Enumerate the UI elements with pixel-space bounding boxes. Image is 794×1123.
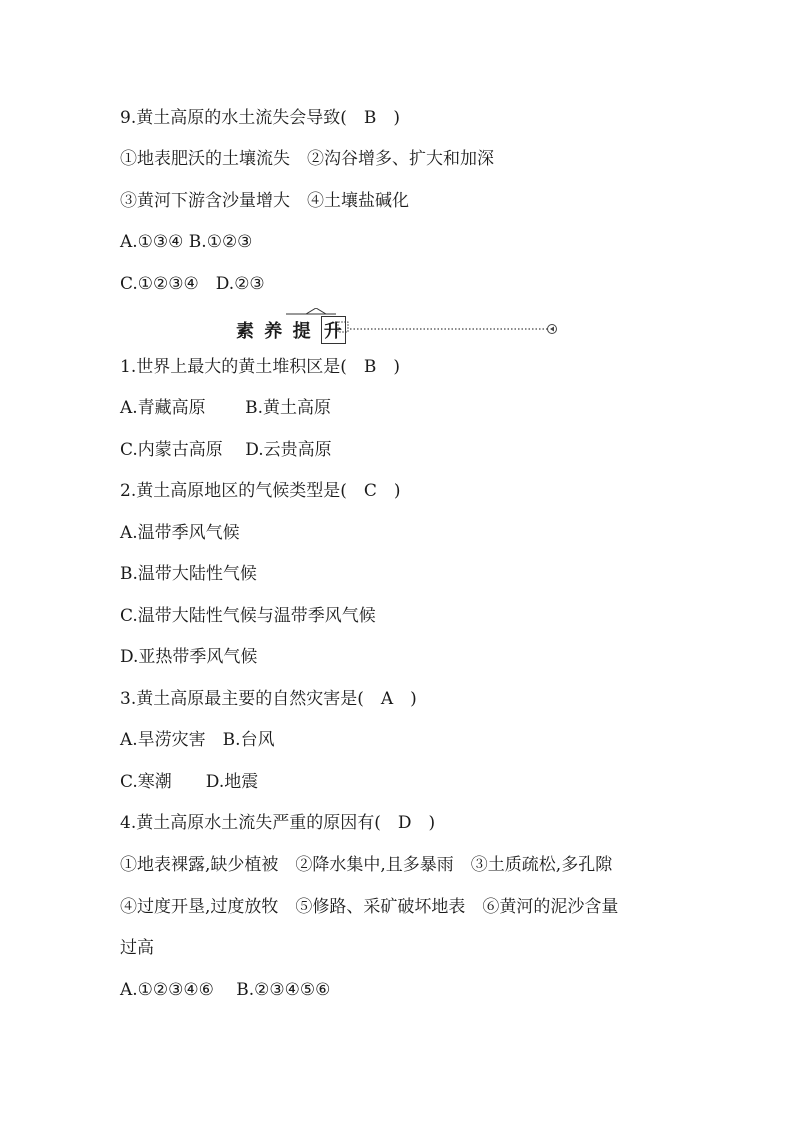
section-title bbox=[236, 316, 348, 344]
question-4-statements-1: ①地表裸露,缺少植被 ②降水集中,且多暴雨 ③土质疏松,多孔隙 bbox=[120, 855, 613, 875]
question-1-options-cd: C.内蒙古高原 D.云贵高原 bbox=[120, 440, 332, 460]
question-4-statements-3: 过高 bbox=[120, 938, 154, 958]
section-title-char: 养 bbox=[264, 321, 284, 342]
question-1: 1.世界上最大的黄土堆积区是( B ) bbox=[120, 357, 400, 377]
question-1-options-ab: A.青藏高原 B.黄土高原 bbox=[120, 398, 331, 418]
section-banner bbox=[236, 308, 566, 344]
question-2-option-a: A.温带季风气候 bbox=[120, 523, 240, 543]
question-3-options-ab: A.旱涝灾害 B.台风 bbox=[120, 730, 275, 750]
question-9-options-ab: A.①③④ B.①②③ bbox=[120, 232, 253, 252]
section-title-char: 提 bbox=[292, 321, 312, 342]
question-9-statements-2: ③黄河下游含沙量增大 ④土壤盐碱化 bbox=[120, 191, 409, 211]
question-9-statements-1: ①地表肥沃的土壤流失 ②沟谷增多、扩大和加深 bbox=[120, 149, 494, 169]
question-4: 4.黄土高原水土流失严重的原因有( D ) bbox=[120, 813, 436, 833]
section-title-char: 升 bbox=[321, 316, 346, 344]
question-9: 9.黄土高原的水土流失会导致( B ) bbox=[120, 108, 400, 128]
question-2-option-d: D.亚热带季风气候 bbox=[120, 647, 258, 667]
question-3-options-cd: C.寒潮 D.地震 bbox=[120, 772, 259, 792]
question-4-options-ab: A.①②③④⑥ B.②③④⑤⑥ bbox=[120, 980, 331, 1000]
question-9-options-cd: C.①②③④ D.②③ bbox=[120, 274, 265, 294]
section-title-char: 素 bbox=[236, 321, 255, 342]
question-4-statements-2: ④过度开垦,过度放牧 ⑤修路、采矿破坏地表 ⑥黄河的泥沙含量 bbox=[120, 897, 619, 917]
question-3: 3.黄土高原最主要的自然灾害是( A ) bbox=[120, 689, 417, 709]
question-2: 2.黄土高原地区的气候类型是( C ) bbox=[120, 481, 401, 501]
question-2-option-b: B.温带大陆性气候 bbox=[120, 564, 257, 584]
question-2-option-c: C.温带大陆性气候与温带季风气候 bbox=[120, 606, 376, 626]
